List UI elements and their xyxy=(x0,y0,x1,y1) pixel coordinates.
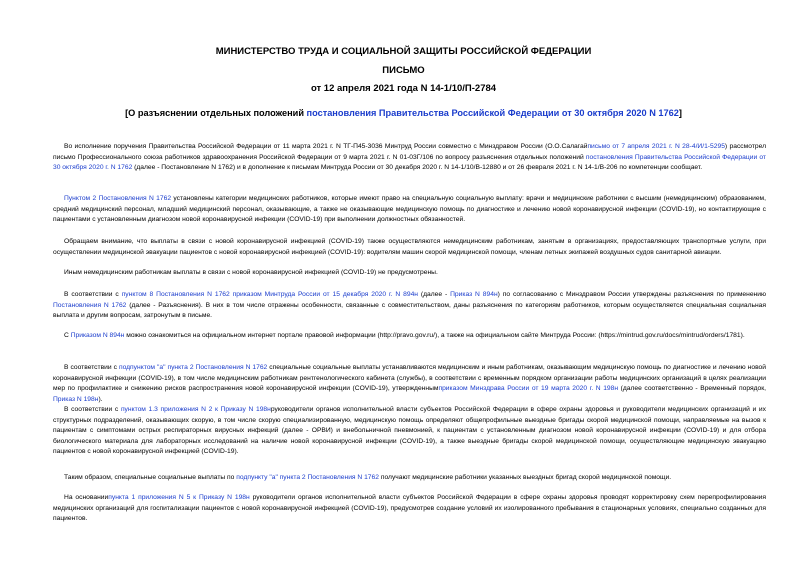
paragraph-5 xyxy=(53,290,766,322)
document-link[interactable]: подпунктом "а" пункта 2 Постановления N 1762 xyxy=(118,364,268,371)
document-type: ПИСЬМО xyxy=(382,65,425,76)
paragraph-10 xyxy=(53,493,766,525)
document-link[interactable]: пункта 1 приложения N 5 к Приказу N 198н xyxy=(108,494,250,501)
paragraph-text: можно ознакомиться на официальном интернет портале правовой информации (http://pravo.gov.ru/), а также на официальном сайте Минтруда России: (https://mintrud.gov.ru/docs/mintrud/orders/1781). xyxy=(124,332,745,339)
document-link[interactable]: приказом Минздрава России от 19 марта 2020 г. N 198н xyxy=(438,385,619,393)
ministry-title: МИНИСТЕРСТВО ТРУДА И СОЦИАЛЬНОЙ ЗАЩИТЫ РОССИЙСКОЙ ФЕДЕРАЦИИ xyxy=(215,46,592,57)
paragraph-text: В соответствии с xyxy=(64,364,119,371)
paragraph-text: руководители органов исполнительной власти субъектов Российской Федерации в сфере охраны здоровья и руководители медицинских организаций и их структурных подразделений, оказывающих скорую, в том числе скорую специализированную, медицинскую помощь определяют общепрофильные выездные бригады скорой медицинской помощи, направляемые на вызов к пациентам с симптомами острых респираторных вирусных инфекций (далее - ОРВИ) и внебольничной пневмонией, к пациентам с установленным диагнозом новой коронавирусной инфекции (COVID-19) и для отбора биологического материала для лабораторных исследований на наличие новой коронавирусной инфекции (COVID-19), а также выездные бригады скорой медицинской помощи, осуществляющие медицинскую эвакуацию пациентов с новой коронавирусной инфекцией (COVID-19). xyxy=(53,406,766,456)
paragraph-text: Обращаем внимание, что выплаты в связи с новой коронавирусной инфекцией (COVID-19) также осуществляются немедицинским работникам, занятым в организациях, предоставляющих транспортные услуги, при осуществлении медицинской эвакуации пациентов с новой коронавирусной инфекцией (COVID-19): водителям машин скорой медицинской помощи, членам летных экипажей воздушных судов санитарной авиации. xyxy=(53,238,766,256)
paragraph-text: руководители органов исполнительной власти субъектов Российской Федерации в сфере охраны здоровья проводят корректировку схем перепрофилирования медицинских организаций для госпитализации пациентов с новой коронавирусной инфекцией (COVID-19), предусмотрев создание условий их изолированного пребывания в стационарных условиях, специально созданных для пациентов. xyxy=(53,494,767,523)
paragraph-7 xyxy=(53,363,766,405)
paragraph-4 xyxy=(53,268,766,279)
paragraph-text: Иным немедицинским работникам выплаты в связи с новой коронавирусной инфекцией (COVID-19) не предусмотрены. xyxy=(64,269,438,276)
paragraph-3 xyxy=(53,237,766,258)
paragraph-text: специальные социальные выплаты устанавливаются медицинским и иным работникам, оказывающим медицинскую помощь по диагностике и лечению новой коронавирусной инфекции (COVID-19), в том числе медицинским работникам рентгенологического кабинета (службы), в соответствии с временным порядком организации работы медицинских организаций в целях реализации мер по профилактике и снижению рисков распространения новой коронавирусной инфекции (COVID-19), утвержденным xyxy=(53,364,767,393)
paragraph-text: (далее - Разъяснения). В них в том числе отражены особенности, связанные с совместительством, даны разъяснения по категориям работников, которым осуществляется специальная социальная выплата и другим вопросам, затронутым в письме. xyxy=(53,301,767,320)
paragraph-9 xyxy=(53,473,766,484)
document-link[interactable]: пунктом 8 Постановления N 1762 xyxy=(121,291,230,298)
paragraph-text: (далее - xyxy=(417,291,451,298)
document-link[interactable]: постановления Правительства Российской Федерации от 30 октября 2020 г. N 1762 xyxy=(53,153,766,172)
paragraph-text: ) рассмотрел письмо Профессионального союза работников здравоохранения Российской Федерации от 9 марта 2021 г. N 01-03Г/106 по вопросу разъяснения отдельных положений xyxy=(53,143,767,161)
document-link[interactable]: пунктом 1.3 приложения N 2 к Приказу N 198н xyxy=(120,406,271,413)
paragraph-text: С xyxy=(64,332,71,339)
document-link[interactable]: Приказ N 198н xyxy=(53,395,99,403)
subject-suffix: ] xyxy=(678,108,682,118)
document-date-number: от 12 апреля 2021 года N 14-1/10/П-2784 xyxy=(310,83,497,94)
document-link[interactable]: Пунктом 2 Постановления N 1762 xyxy=(64,195,172,202)
paragraph-text: На основании xyxy=(64,494,109,501)
paragraph-text: Таким образом, специальные социальные выплаты по xyxy=(64,474,237,481)
document-link[interactable]: Приказ N 894н xyxy=(450,291,498,298)
document-link[interactable]: подпункту "а" пункта 2 Постановления N 1762 xyxy=(236,474,379,481)
paragraph-text: В соответствии с xyxy=(64,291,122,298)
paragraph-2 xyxy=(53,194,766,226)
paragraph-text: Во исполнение поручения Правительства Российской Федерации от 11 марта 2021 г. N ТГ-П45-3036 Минтруд России совместно с Минздравом России (О.О.Салагай xyxy=(64,143,588,150)
paragraph-text: получают медицинские работники указанных выездных бригад скорой медицинской помощи. xyxy=(378,474,672,481)
document-link[interactable]: Постановления N 1762 xyxy=(53,301,127,309)
document-link[interactable]: Приказом N 894н xyxy=(70,332,125,339)
paragraph-6 xyxy=(53,331,766,342)
paragraph-8 xyxy=(53,405,766,458)
paragraph-text: ). xyxy=(98,395,103,403)
subject-prefix: [О разъяснении отдельных положений xyxy=(125,108,307,118)
paragraph-text: (далее - Постановление N 1762) и в дополнение к письмам Минтруда России от 30 декабря 2020 г. N 14-1/10/В-12880 и от 26 февраля 2021 г. N 14-1/В-206 по компетенции сообщает. xyxy=(132,164,703,172)
paragraph-text: установлены категории медицинских работников, которые имеют право на специальную социальную выплату: врачи и медицинские работники с высшим (немедицинским) образованием, средний медицинский персонал, младший медицинский персонал, оказывающие, а также не оказывающие медицинскую помощь по диагностике и лечению новой коронавирусной инфекции (COVID-19), но контактирующие с пациентами с установленным диагнозом новой коронавирусной инфекции (COVID-19) при выполнении должностных обязанностей. xyxy=(53,195,766,224)
document-link[interactable]: письмо от 7 апреля 2021 г. N 28-4/И/1-5295 xyxy=(587,143,725,150)
document-link[interactable]: приказом Минтруда России от 15 декабря 2020 г. N 894н xyxy=(232,291,418,298)
paragraph-text: ) по согласованию с Минздравом России утверждены разъяснения по применению xyxy=(497,291,766,298)
paragraph-text: (далее соответственно - Временный порядок, xyxy=(618,385,766,393)
paragraph-1 xyxy=(53,142,766,174)
paragraph-text: В соответствии с xyxy=(64,406,121,413)
subject-resolution-link[interactable]: постановления Правительства Российской Федерации от 30 октября 2020 N 1762 xyxy=(306,108,679,118)
document-subject xyxy=(0,108,807,118)
